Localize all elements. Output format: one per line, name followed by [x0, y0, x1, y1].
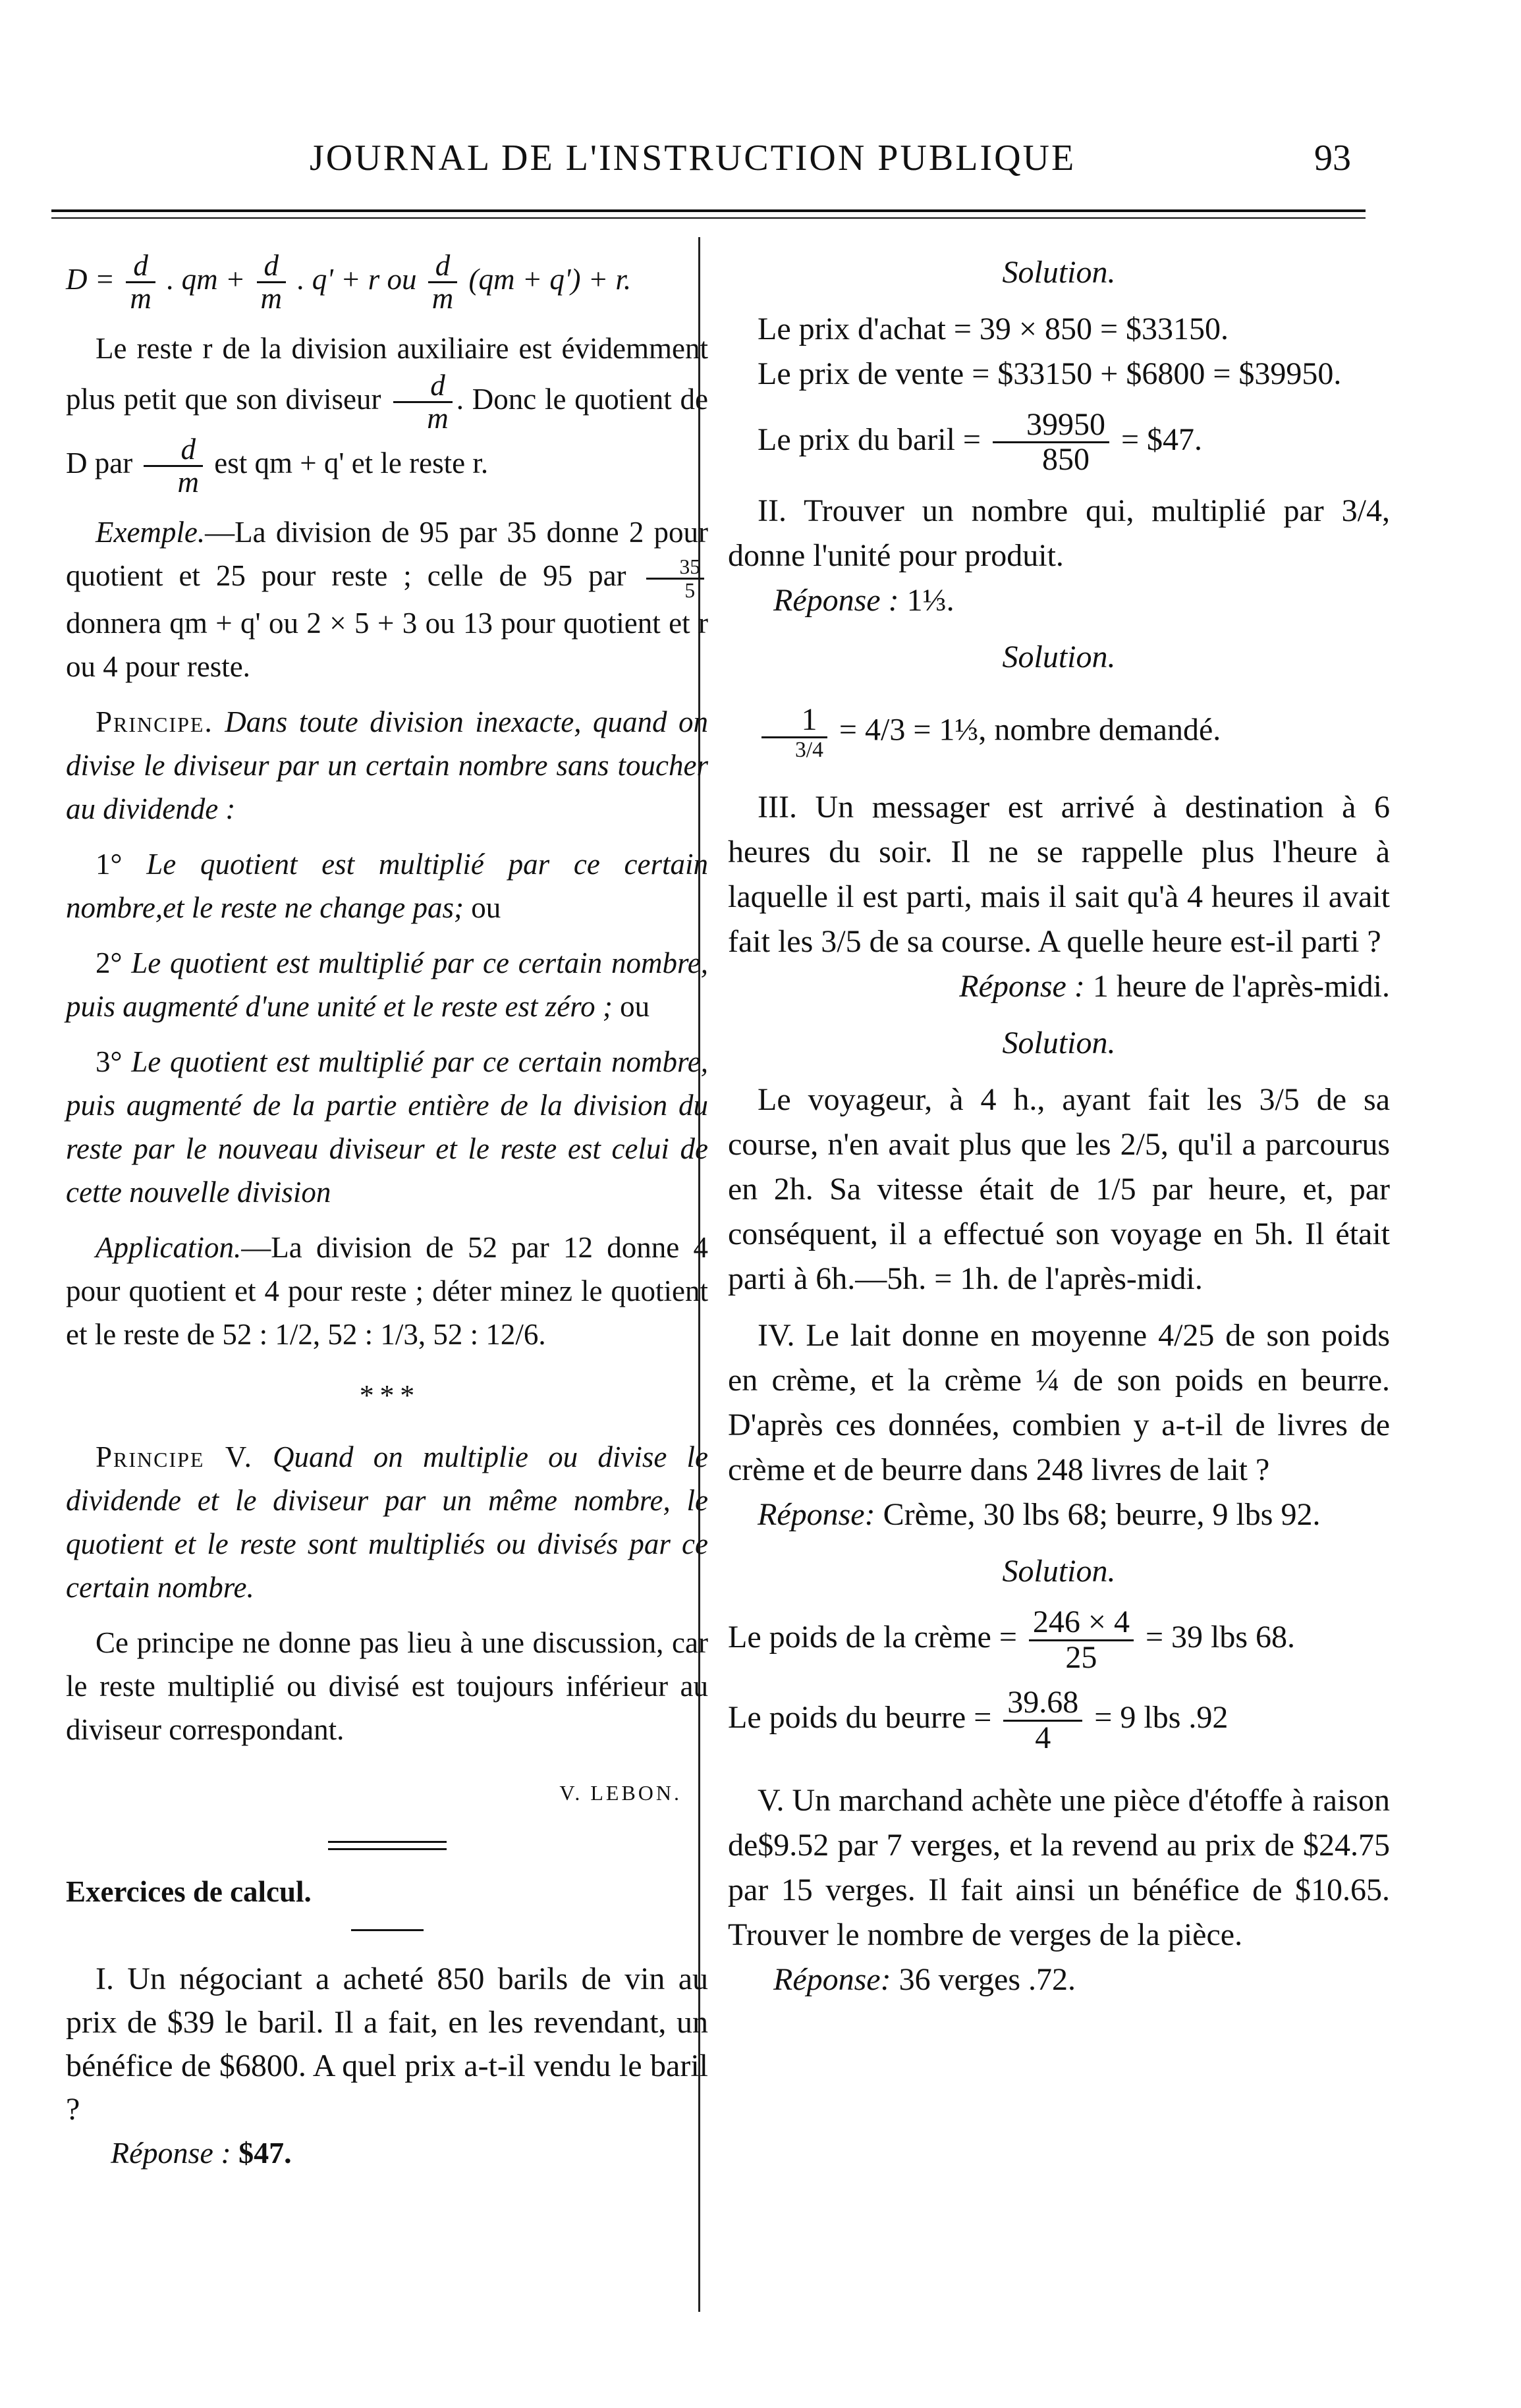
example-paragraph: Exemple.—La division de 95 par 35 donne 2 pour quotient et 25 pour reste ; celle de 95 par $\frac{35}{5}$ donnera qm + q' ou 2 × 5 + 3 ou 13 pour quotient et r ou 4 pour reste.: [66, 515, 708, 683]
solution-4-cream: Le poids de la crème = $\frac{246 \times 4}{25}$ = 39 lbs 68.: [728, 1604, 1296, 1675]
left-column: [66, 250, 708, 2175]
exercise-4-answer: Réponse: Crème, 30 lbs 68; beurre, 9 lbs 92.: [758, 1497, 1321, 1533]
solution-2-fraction: $\frac{1}{3/4}$: [761, 703, 827, 762]
right-column: [728, 250, 1390, 2002]
exercise-2: II. Trouver un nombre qui, multiplié par 3/4, donne l'unité pour produit.: [728, 493, 1390, 573]
principle-case-1: 1° Le quotient est multiplié par ce certain nombre,et le reste ne change pas; ou: [66, 847, 709, 924]
author-signature: V. LEBON.: [559, 1780, 682, 1805]
example-fraction: $\frac{35}{5}$: [646, 556, 705, 601]
solution-1-line-3: Le prix du baril = $\frac{39950}{850}$ = $47.: [758, 407, 1203, 478]
divisor-fraction: $\frac{d}{m}$: [393, 370, 453, 435]
principle-v-statement: Principe V. Quand on multiplie ou divise le dividende et le diviseur par un même nombre, le quotient et le reste sont multipliés ou divisés par ce certain nombre.: [66, 1440, 709, 1604]
discussion-paragraph: Ce principe ne donne pas lieu à une discussion, car le reste multiplié ou divisé est toujours inférieur au diviseur correspondant.: [66, 1626, 708, 1746]
solution-4-butter: Le poids du beurre = $\frac{39.68}{4}$ = 9 lbs .92: [728, 1685, 1229, 1755]
formula-fraction-2: $\frac{d}{m}$: [257, 250, 287, 315]
exercise-5: V. Un marchand achète une pièce d'étoffe à raison de$9.52 par 7 verges, et la revend au prix de $24.75 par 15 verges. Il fait ainsi un bénéfice de $10.65. Trouver le nombre de verges de la pièce.: [728, 1783, 1390, 1952]
remainder-paragraph: Le reste r de la division auxiliaire est évidemment plus petit que son diviseur $\frac{d}{m}$ . Donc le quotient de D par $\frac{d}{m}$ est qm + q' et le reste r.: [66, 331, 708, 499]
exercises-heading: Exercices de calcul.: [66, 1874, 312, 1908]
application-paragraph: Application.—La division de 52 par 12 donne 4 pour quotient et 4 pour reste ; déter minez le quotient et le reste de 52 : 1/2, 52 : 1/3, 52 : 12/6.: [66, 1230, 708, 1351]
page-number: 93: [1314, 138, 1351, 178]
formula-fraction-3: $\frac{d}{m}$: [428, 250, 458, 315]
solution-4-cream-fraction: $\frac{246 \times 4}{25}$: [1029, 1606, 1134, 1674]
division-formula: D = $\frac{d}{m}$ . qm + $\frac{d}{m}$ . q' + r ou $\frac{d}{m}$ (qm + q') + r.: [66, 249, 632, 315]
solution-3: Le voyageur, à 4 h., ayant fait les 3/5 de sa course, n'en avait plus que les 2/5, qu'il a parcourus en 2h. Sa vitesse était de 1/5 par heure, et, par conséquent, il a effectué son voyage en 5h. Il était parti à 6h.—5h. = 1h. de l'après-midi.: [728, 1082, 1390, 1297]
solution-2: $\frac{1}{3/4}$ = 4/3 = 1⅓, nombre demandé.: [728, 703, 1390, 762]
solution-label-1: Solution.: [1002, 255, 1116, 290]
solution-label-4: Solution.: [1002, 1554, 1116, 1589]
exercise-3: III. Un messager est arrivé à destination à 6 heures du soir. Il ne se rappelle plus l'heure à laquelle il est parti, mais il sait qu'à 4 heures il avait fait les 3/5 de sa course. A quelle heure est-il parti ?: [728, 790, 1390, 960]
principle-case-3: 3° Le quotient est multiplié par ce certain nombre, puis augmenté de la partie entière de la division du reste par le nouveau diviseur et le reste est celui de cette nouvelle division: [66, 1045, 709, 1209]
solution-1-fraction: $\frac{39950}{850}$: [993, 408, 1109, 477]
heading-short-rule: [351, 1929, 424, 1931]
principle-statement: Principe. Dans toute division inexacte, quand on divise le diviseur par un certain nombre sans toucher au dividende :: [66, 705, 708, 825]
exercise-4: IV. Le lait donne en moyenne 4/25 de son poids en crème, et la crème ¼ de son poids en beurre. D'après ces données, combien y a-t-il de livres de crème et de beurre dans 248 livres de lait ?: [728, 1318, 1390, 1488]
exercise-1-answer: Réponse : $47.: [111, 2135, 292, 2170]
header-rule-thin: [51, 217, 1366, 219]
solution-label-3: Solution.: [1002, 1026, 1116, 1061]
exercise-2-answer: Réponse : 1⅓.: [773, 582, 954, 618]
exercise-3-answer: Réponse : 1 heure de l'après-midi.: [959, 969, 1390, 1004]
principle-case-2: 2° Le quotient est multiplié par ce certain nombre, puis augmenté d'une unité et le reste est zéro ; ou: [66, 946, 709, 1023]
journal-title: JOURNAL DE L'INSTRUCTION PUBLIQUE: [310, 138, 1076, 178]
solution-1-line-1: Le prix d'achat = 39 × 850 = $33150.: [758, 312, 1229, 346]
solution-1-line-2: Le prix de vente = $33150 + $6800 = $39950.: [758, 356, 1342, 391]
exercise-1: I. Un négociant a acheté 850 barils de vin au prix de $39 le baril. Il a fait, en les revendant, un bénéfice de $6800. A quel prix a-t-il vendu le baril ?: [66, 1961, 708, 2127]
header-rule: [51, 209, 1366, 212]
running-head: [0, 137, 1521, 190]
divisor-fraction-2: $\frac{d}{m}$: [144, 434, 203, 499]
formula-fraction-1: $\frac{d}{m}$: [126, 250, 155, 315]
exercise-5-answer: Réponse: 36 verges .72.: [773, 1962, 1076, 1997]
solution-4-butter-fraction: $\frac{39.68}{4}$: [1003, 1686, 1082, 1755]
section-double-rule: [328, 1841, 447, 1850]
asterism-separator: * * *: [359, 1379, 415, 1411]
solution-label-2: Solution.: [1002, 639, 1116, 674]
